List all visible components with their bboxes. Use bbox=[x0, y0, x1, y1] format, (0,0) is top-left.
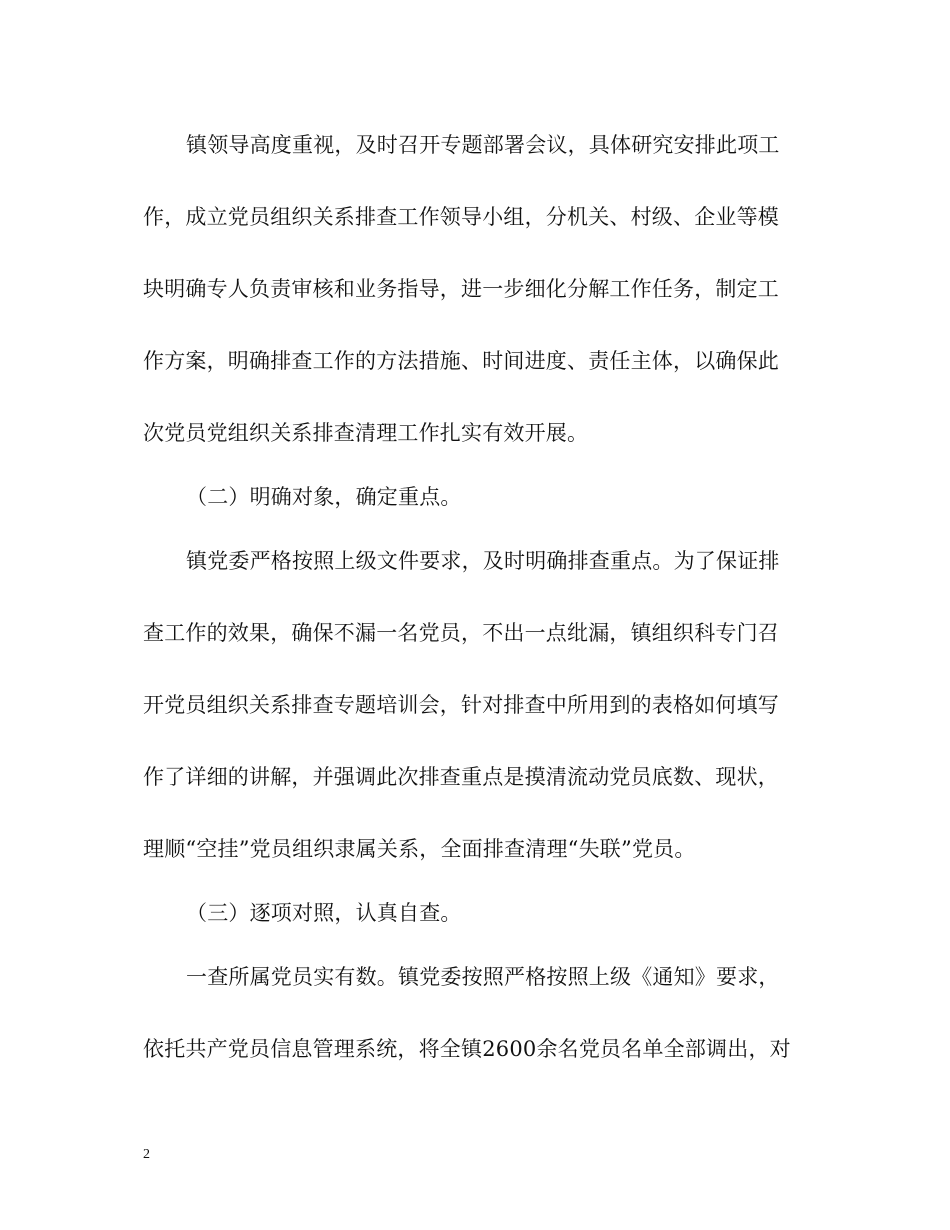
paragraph-line: 依托共产党员信息管理系统，将全镇2600余名党员名单全部调出，对 bbox=[143, 1037, 791, 1061]
paragraph-line: 理顺“空挂”党员组织隶属关系，全面排查清理“失联”党员。 bbox=[143, 837, 696, 861]
page-number: 2 bbox=[143, 1147, 150, 1162]
paragraph-line: 作了详细的讲解，并强调此次排查重点是摸清流动党员底数、现状， bbox=[143, 765, 779, 789]
paragraph-line: 作方案，明确排查工作的方法措施、时间进度、责任主体，以确保此 bbox=[143, 349, 779, 373]
paragraph-line: 次党员党组织关系排查清理工作扎实有效开展。 bbox=[143, 421, 589, 445]
paragraph-line: 查工作的效果，确保不漏一名党员，不出一点纰漏，镇组织科专门召 bbox=[143, 621, 779, 645]
section-heading: （二）明确对象，确定重点。 bbox=[186, 485, 462, 509]
paragraph-line: 一查所属党员实有数。镇党委按照严格按照上级《通知》要求， bbox=[186, 965, 780, 989]
section-heading: （三）逐项对照，认真自查。 bbox=[186, 901, 462, 925]
paragraph-line: 镇领导高度重视，及时召开专题部署会议，具体研究安排此项工 bbox=[186, 133, 780, 157]
paragraph-line: 块明确专人负责审核和业务指导，进一步细化分解工作任务，制定工 bbox=[143, 277, 779, 301]
paragraph-line: 开党员组织关系排查专题培训会，针对排查中所用到的表格如何填写 bbox=[143, 693, 779, 717]
paragraph-line: 作，成立党员组织关系排查工作领导小组，分机关、村级、企业等模 bbox=[143, 205, 779, 229]
paragraph-line: 镇党委严格按照上级文件要求，及时明确排查重点。为了保证排 bbox=[186, 549, 780, 573]
